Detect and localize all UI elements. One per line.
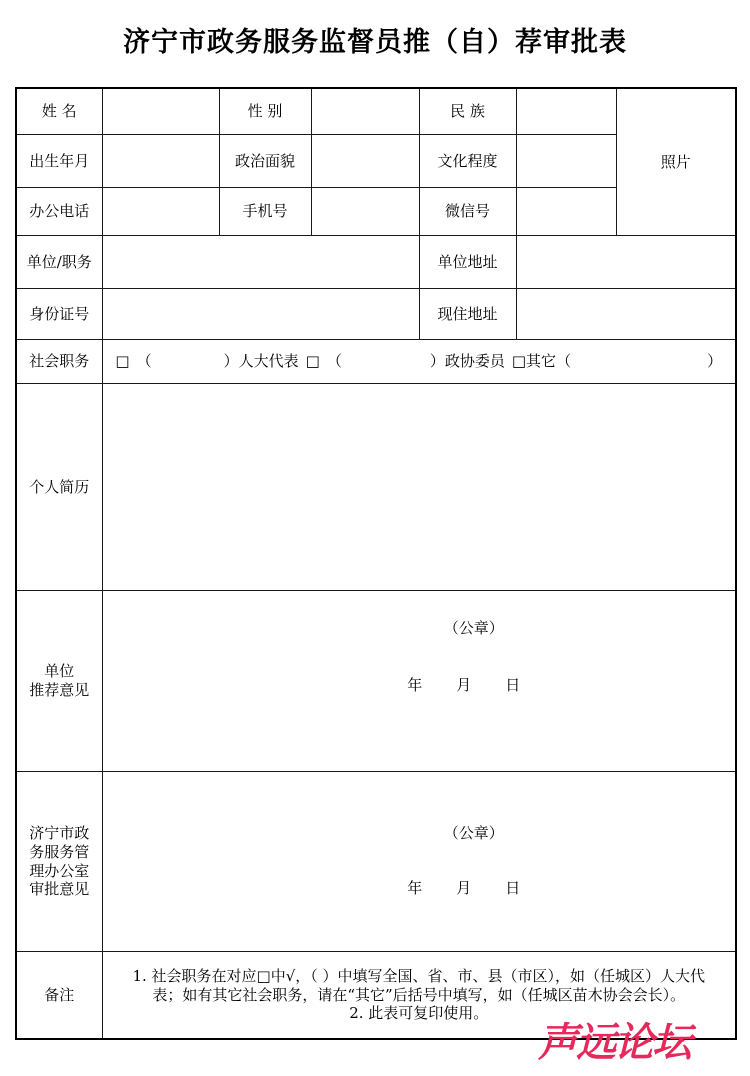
field-personal-resume[interactable] <box>102 384 736 591</box>
label-id-number: 身份证号 <box>16 289 102 340</box>
field-unit-position[interactable] <box>102 236 419 289</box>
field-unit-recommendation[interactable] <box>102 591 736 772</box>
photo-placeholder[interactable]: 照片 <box>616 88 736 236</box>
table-row-name <box>16 88 736 135</box>
approval-form-table <box>15 87 737 1040</box>
label-gender: 性 别 <box>219 88 311 135</box>
unit-date-year: 年 <box>407 676 423 694</box>
remarks-line-2: 表；如有其它社会职务，请在“其它”后括号中填写，如（任城区苗木协会会长）。 <box>152 985 686 1004</box>
approval-date-month: 月 <box>456 879 472 897</box>
paren-close-cppcc: ） <box>429 352 445 371</box>
remarks-line-3: 2. 此表可复印使用。 <box>349 1004 489 1023</box>
remarks-content <box>102 952 736 1040</box>
field-political-status[interactable] <box>311 135 419 188</box>
unit-date-month: 月 <box>456 676 472 694</box>
label-approval-opinion-line1: 济宁市政 <box>29 824 90 842</box>
label-unit-recommendation-line2: 推荐意见 <box>29 681 90 699</box>
label-approval-opinion-line3: 理办公室 <box>29 861 90 880</box>
label-unit-position: 单位/职务 <box>16 236 102 289</box>
label-office-phone: 办公电话 <box>16 188 102 236</box>
label-unit-recommendation-line1: 单位 <box>44 662 75 681</box>
paren-open-other: （ <box>556 352 572 371</box>
label-education: 文化程度 <box>419 135 516 188</box>
field-approval-opinion[interactable] <box>102 772 736 952</box>
label-birth-date: 出生年月 <box>16 135 102 188</box>
paren-open-cppcc: （ <box>326 352 342 371</box>
page-title: 济宁市政务服务监督员推（自）荐审批表 <box>123 27 627 58</box>
unit-date-line <box>193 676 736 695</box>
unit-date-day: 日 <box>505 676 521 694</box>
field-id-number[interactable] <box>102 289 419 340</box>
label-ethnicity: 民 族 <box>419 88 516 135</box>
paren-open-npc: （ <box>136 352 152 371</box>
label-current-address: 现住地址 <box>419 289 516 340</box>
label-cppcc-member: 政协委员 <box>444 352 505 371</box>
table-row-resume <box>16 384 736 591</box>
label-remarks: 备注 <box>16 952 102 1040</box>
label-name: 姓 名 <box>16 88 102 135</box>
table-row-social-position <box>16 340 736 384</box>
field-gender[interactable] <box>311 88 419 135</box>
label-other: 其它 <box>526 352 557 371</box>
table-row-unit-position <box>16 236 736 289</box>
social-position-options <box>102 340 736 384</box>
label-personal-resume: 个人简历 <box>16 384 102 591</box>
approval-date-year: 年 <box>407 879 423 897</box>
approval-seal-label: （公章） <box>443 824 504 842</box>
paren-close-other: ） <box>707 352 723 371</box>
field-ethnicity[interactable] <box>516 88 616 135</box>
checkbox-cppcc-member[interactable]: □ <box>305 352 320 371</box>
table-row-id-address <box>16 289 736 340</box>
label-approval-opinion-line2: 务服务管 <box>29 842 90 861</box>
field-mobile-phone[interactable] <box>311 188 419 236</box>
table-row-remarks <box>16 952 736 1040</box>
label-wechat: 微信号 <box>419 188 516 236</box>
label-unit-address: 单位地址 <box>419 236 516 289</box>
approval-date-day: 日 <box>505 879 521 897</box>
table-row-approval-opinion <box>16 772 736 952</box>
field-birth-date[interactable] <box>102 135 219 188</box>
checkbox-npc-deputy[interactable]: □ <box>115 352 130 371</box>
field-education[interactable] <box>516 135 616 188</box>
remarks-line-1: 1. 社会职务在对应□中√，（ ）中填写全国、省、市、县（市区），如（任城区）人大代 <box>132 966 706 985</box>
label-political-status: 政治面貌 <box>219 135 311 188</box>
field-unit-address[interactable] <box>516 236 736 289</box>
label-approval-opinion-line4: 审批意见 <box>29 880 90 899</box>
table-row-unit-opinion <box>16 591 736 772</box>
field-office-phone[interactable] <box>102 188 219 236</box>
label-approval-opinion <box>16 772 102 952</box>
checkbox-other[interactable]: □ <box>511 352 527 371</box>
field-current-address[interactable] <box>516 289 736 340</box>
unit-seal-label: （公章） <box>443 619 504 637</box>
paren-close-npc: ） <box>223 352 239 371</box>
label-social-position: 社会职务 <box>16 340 102 384</box>
label-mobile-phone: 手机号 <box>219 188 311 236</box>
field-name[interactable] <box>102 88 219 135</box>
field-wechat[interactable] <box>516 188 616 236</box>
watermark-text: 声远论坛 <box>538 1020 690 1066</box>
approval-date-line <box>193 879 736 898</box>
label-npc-deputy: 人大代表 <box>238 352 299 371</box>
label-unit-recommendation <box>16 591 102 772</box>
